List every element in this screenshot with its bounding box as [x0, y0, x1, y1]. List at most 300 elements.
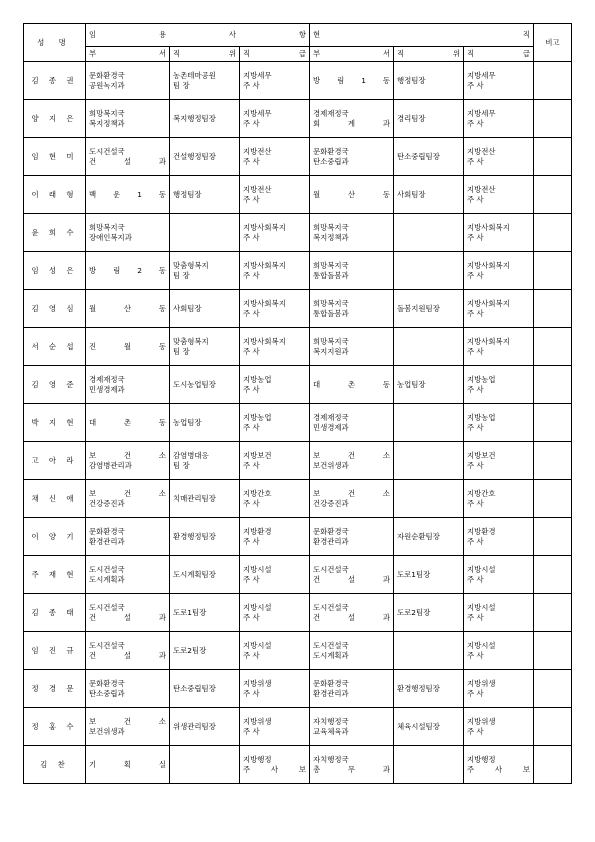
cur-dept-cell — [310, 632, 394, 670]
new-dept-cell-line: 문화환경국 — [89, 527, 125, 537]
cur-dept-cell — [310, 252, 394, 290]
new-rank-cell-line: 주 사 — [243, 118, 260, 128]
new-rank-cell-line: 주 사 — [243, 156, 260, 166]
cur-dept-cell-line: 회 계 과 — [313, 118, 390, 128]
cur-dept-cell — [310, 328, 394, 366]
new-rank-cell-line: 주 사 — [243, 232, 260, 242]
cur-position-cell — [394, 290, 464, 328]
cur-rank-cell-line: 주 사 — [467, 384, 484, 394]
note-cell — [534, 252, 572, 290]
new-dept-cell — [86, 138, 170, 176]
cur-rank-cell-line: 지방사회복지 — [467, 299, 510, 309]
cur-rank-cell — [464, 708, 534, 746]
cur-position-cell-line: 도로1팀장 — [397, 569, 431, 579]
new-position-cell-line: 도로2팀장 — [173, 645, 207, 655]
new-position-cell — [170, 328, 240, 366]
new-dept-cell-line: 탄소중립과 — [89, 688, 125, 698]
new-rank-cell-line: 주 사 — [243, 194, 260, 204]
new-position-cell — [170, 176, 240, 214]
cur-dept-cell-line: 도시건설국 — [313, 603, 349, 613]
new-rank-cell — [240, 746, 310, 784]
new-rank-cell — [240, 176, 310, 214]
cur-dept-cell — [310, 138, 394, 176]
cur-rank-cell-line: 지방전산 — [467, 147, 496, 157]
new-dept-cell-line: 진 월 동 — [89, 341, 166, 351]
header-new-dept: 부 서 — [86, 47, 170, 62]
table-row — [24, 366, 572, 404]
new-dept-cell-line: 도시건설국 — [89, 565, 125, 575]
person-name: 주 재 현 — [24, 556, 86, 594]
cur-rank-cell-line: 지방보건 — [467, 451, 496, 461]
cur-position-cell — [394, 62, 464, 100]
cur-position-cell-line: 행정팀장 — [397, 75, 426, 85]
new-dept-cell-line: 보건위생과 — [89, 726, 125, 736]
new-rank-cell-line: 지방사회복지 — [243, 261, 286, 271]
cur-rank-cell — [464, 328, 534, 366]
new-position-cell-line: 탄소중립팀장 — [173, 683, 216, 693]
cur-position-cell-line: 환경행정팀장 — [397, 683, 440, 693]
cur-rank-cell — [464, 62, 534, 100]
cur-rank-cell-line: 지방농업 — [467, 413, 496, 423]
new-rank-cell-line: 주 사 — [243, 650, 260, 660]
header-cur-dept: 부 서 — [310, 47, 394, 62]
cur-dept-cell-line: 복지지원과 — [313, 346, 349, 356]
cur-rank-cell-line: 주 사 — [467, 726, 484, 736]
new-dept-cell — [86, 290, 170, 328]
new-rank-cell — [240, 138, 310, 176]
new-dept-cell-line: 도시건설국 — [89, 147, 125, 157]
cur-dept-cell-line: 건 설 과 — [313, 574, 390, 584]
cur-position-cell — [394, 404, 464, 442]
new-dept-cell — [86, 62, 170, 100]
new-dept-cell — [86, 100, 170, 138]
table-row — [24, 708, 572, 746]
cur-rank-cell-line: 주 사 — [467, 612, 484, 622]
cur-position-cell-line: 체육시설팀장 — [397, 721, 440, 731]
cur-dept-cell-line: 교육체육과 — [313, 726, 349, 736]
table-row — [24, 670, 572, 708]
new-rank-cell — [240, 100, 310, 138]
cur-dept-cell-line: 희망복지국 — [313, 261, 349, 271]
new-position-cell — [170, 518, 240, 556]
new-position-cell — [170, 290, 240, 328]
cur-dept-cell-line: 총 무 과 — [313, 764, 390, 774]
new-position-cell-line: 팀 장 — [173, 80, 190, 90]
cur-rank-cell-line: 지방행정 — [467, 755, 496, 765]
person-name: 김 영 준 — [24, 366, 86, 404]
new-position-cell — [170, 632, 240, 670]
cur-rank-cell-line: 주 사 — [467, 194, 484, 204]
header-current: 현 직 — [310, 24, 534, 47]
new-dept-cell-line: 환경관리과 — [89, 536, 125, 546]
cur-rank-cell — [464, 442, 534, 480]
cur-rank-cell-line: 주 사 — [467, 498, 484, 508]
new-dept-cell-line: 보 건 소 — [89, 489, 166, 499]
cur-dept-cell-line: 민생경제과 — [313, 422, 349, 432]
new-dept-cell — [86, 328, 170, 366]
new-position-cell — [170, 708, 240, 746]
cur-rank-cell-line: 주 사 — [467, 422, 484, 432]
new-dept-cell — [86, 176, 170, 214]
cur-rank-cell-line: 주 사 — [467, 118, 484, 128]
new-position-cell-line: 농업팀장 — [173, 417, 202, 427]
cur-dept-cell — [310, 708, 394, 746]
note-cell — [534, 632, 572, 670]
new-position-cell — [170, 214, 240, 252]
cur-position-cell-line: 돌봄지원팀장 — [397, 303, 440, 313]
new-position-cell-line: 도시계획팀장 — [173, 569, 216, 579]
cur-position-cell-line: 도로2팀장 — [397, 607, 431, 617]
new-rank-cell — [240, 214, 310, 252]
new-dept-cell — [86, 594, 170, 632]
person-name: 채 신 애 — [24, 480, 86, 518]
new-dept-cell — [86, 442, 170, 480]
table-row — [24, 290, 572, 328]
new-rank-cell — [240, 404, 310, 442]
cur-dept-cell-line: 환경관리과 — [313, 688, 349, 698]
cur-position-cell-line: 자원순환팀장 — [397, 531, 440, 541]
note-cell — [534, 404, 572, 442]
cur-position-cell — [394, 214, 464, 252]
new-rank-cell-line: 지방사회복지 — [243, 223, 286, 233]
new-position-cell-line: 감염병대응 — [173, 451, 209, 461]
new-rank-cell-line: 지방시설 — [243, 641, 272, 651]
cur-rank-cell-line: 주 사 — [467, 536, 484, 546]
new-position-cell-line: 행정팀장 — [173, 189, 202, 199]
new-rank-cell-line: 지방간호 — [243, 489, 272, 499]
cur-dept-cell-line: 도시계획과 — [313, 650, 349, 660]
note-cell — [534, 62, 572, 100]
new-rank-cell-line: 지방사회복지 — [243, 337, 286, 347]
note-cell — [534, 290, 572, 328]
new-dept-cell-line: 건 설 과 — [89, 612, 166, 622]
new-position-cell-line: 건설행정팀장 — [173, 151, 216, 161]
new-rank-cell — [240, 708, 310, 746]
note-cell — [534, 138, 572, 176]
new-rank-cell-line: 지방사회복지 — [243, 299, 286, 309]
table-row — [24, 138, 572, 176]
cur-position-cell — [394, 632, 464, 670]
new-rank-cell-line: 주 사 — [243, 80, 260, 90]
table-row — [24, 404, 572, 442]
cur-position-cell — [394, 366, 464, 404]
new-position-cell-line: 팀 장 — [173, 270, 190, 280]
new-dept-cell — [86, 366, 170, 404]
new-dept-cell — [86, 746, 170, 784]
new-dept-cell — [86, 252, 170, 290]
cur-dept-cell — [310, 290, 394, 328]
new-dept-cell-line: 방 림 2 동 — [89, 265, 166, 275]
new-rank-cell-line: 주 사 — [243, 726, 260, 736]
note-cell — [534, 100, 572, 138]
person-name: 윤 희 수 — [24, 214, 86, 252]
cur-rank-cell-line: 지방농업 — [467, 375, 496, 385]
cur-rank-cell — [464, 404, 534, 442]
new-position-cell-line: 도시농업팀장 — [173, 379, 216, 389]
cur-dept-cell-line: 탄소중립과 — [313, 156, 349, 166]
cur-position-cell — [394, 252, 464, 290]
person-name: 이 래 형 — [24, 176, 86, 214]
new-rank-cell-line: 지방시설 — [243, 565, 272, 575]
new-position-cell-line: 도로1팀장 — [173, 607, 207, 617]
table-header — [24, 24, 572, 62]
new-dept-cell — [86, 518, 170, 556]
table-row — [24, 252, 572, 290]
cur-dept-cell-line: 보 건 소 — [313, 451, 390, 461]
cur-dept-cell-line: 자치행정국 — [313, 755, 349, 765]
new-dept-cell-line: 도시계획과 — [89, 574, 125, 584]
new-position-cell — [170, 138, 240, 176]
new-rank-cell — [240, 556, 310, 594]
cur-dept-cell-line: 복지정책과 — [313, 232, 349, 242]
cur-rank-cell-line: 지방전산 — [467, 185, 496, 195]
new-rank-cell-line: 지방세무 — [243, 109, 272, 119]
cur-dept-cell-line: 보건위생과 — [313, 460, 349, 470]
cur-dept-cell-line: 희망복지국 — [313, 299, 349, 309]
new-position-cell — [170, 556, 240, 594]
note-cell — [534, 214, 572, 252]
cur-rank-cell — [464, 252, 534, 290]
cur-position-cell — [394, 594, 464, 632]
new-dept-cell — [86, 708, 170, 746]
cur-dept-cell-line: 도시건설국 — [313, 641, 349, 651]
cur-position-cell — [394, 100, 464, 138]
new-rank-cell — [240, 290, 310, 328]
new-dept-cell-line: 대 촌 동 — [89, 417, 166, 427]
cur-dept-cell-line: 건 설 과 — [313, 612, 390, 622]
new-rank-cell-line: 주 사 — [243, 384, 260, 394]
cur-position-cell — [394, 480, 464, 518]
cur-rank-cell — [464, 176, 534, 214]
new-position-cell — [170, 252, 240, 290]
new-dept-cell-line: 도시건설국 — [89, 603, 125, 613]
header-name: 성 명 — [24, 24, 86, 62]
new-dept-cell — [86, 632, 170, 670]
new-rank-cell — [240, 632, 310, 670]
cur-rank-cell-line: 지방사회복지 — [467, 223, 510, 233]
new-rank-cell-line: 지방위생 — [243, 679, 272, 689]
new-rank-cell-line: 주 사 — [243, 422, 260, 432]
new-rank-cell — [240, 328, 310, 366]
cur-position-cell — [394, 176, 464, 214]
new-dept-cell-line: 월 산 동 — [89, 303, 166, 313]
cur-rank-cell-line: 지방시설 — [467, 603, 496, 613]
cur-dept-cell — [310, 670, 394, 708]
new-rank-cell — [240, 670, 310, 708]
header-new-rank: 직 급 — [240, 47, 310, 62]
cur-rank-cell-line: 지방시설 — [467, 641, 496, 651]
new-dept-cell-line: 건강증진과 — [89, 498, 125, 508]
new-position-cell — [170, 480, 240, 518]
person-name: 고 아 라 — [24, 442, 86, 480]
cur-rank-cell-line: 지방사회복지 — [467, 337, 510, 347]
header-cur-rank: 직 급 — [464, 47, 534, 62]
cur-dept-cell — [310, 100, 394, 138]
note-cell — [534, 480, 572, 518]
cur-dept-cell-line: 건강증진과 — [313, 498, 349, 508]
note-cell — [534, 746, 572, 784]
cur-position-cell — [394, 518, 464, 556]
new-position-cell — [170, 100, 240, 138]
new-rank-cell — [240, 442, 310, 480]
new-position-cell-line: 위생관리팀장 — [173, 721, 216, 731]
cur-rank-cell-line: 지방위생 — [467, 717, 496, 727]
person-name: 정 홍 수 — [24, 708, 86, 746]
cur-dept-cell — [310, 366, 394, 404]
new-rank-cell-line: 주 사 보 — [243, 764, 306, 774]
new-dept-cell-line: 공원녹지과 — [89, 80, 125, 90]
note-cell — [534, 176, 572, 214]
person-name: 김 찬 — [24, 746, 86, 784]
new-dept-cell-line: 보 건 소 — [89, 717, 166, 727]
person-name: 김 영 심 — [24, 290, 86, 328]
new-rank-cell-line: 지방세무 — [243, 71, 272, 81]
new-dept-cell-line: 건 설 과 — [89, 156, 166, 166]
cur-position-cell — [394, 670, 464, 708]
new-position-cell — [170, 62, 240, 100]
cur-dept-cell — [310, 62, 394, 100]
cur-position-cell — [394, 328, 464, 366]
new-position-cell-line: 환경행정팀장 — [173, 531, 216, 541]
new-dept-cell-line: 민생경제과 — [89, 384, 125, 394]
new-rank-cell — [240, 594, 310, 632]
note-cell — [534, 594, 572, 632]
new-position-cell-line: 팀 장 — [173, 460, 190, 470]
new-dept-cell-line: 백 운 1 동 — [89, 189, 166, 199]
cur-position-cell — [394, 708, 464, 746]
cur-position-cell-line: 탄소중립팀장 — [397, 151, 440, 161]
new-position-cell-line: 농촌테마공원 — [173, 71, 216, 81]
cur-rank-cell — [464, 100, 534, 138]
new-rank-cell — [240, 480, 310, 518]
note-cell — [534, 366, 572, 404]
cur-dept-cell — [310, 442, 394, 480]
table-row — [24, 214, 572, 252]
cur-rank-cell-line: 지방시설 — [467, 565, 496, 575]
cur-dept-cell-line: 경제재정국 — [313, 109, 349, 119]
new-rank-cell-line: 주 사 — [243, 574, 260, 584]
new-position-cell-line: 팀 장 — [173, 346, 190, 356]
cur-rank-cell — [464, 366, 534, 404]
cur-position-cell-line: 경리팀장 — [397, 113, 426, 123]
person-name: 임 진 규 — [24, 632, 86, 670]
table-row — [24, 442, 572, 480]
new-rank-cell-line: 지방농업 — [243, 375, 272, 385]
person-name: 김 종 태 — [24, 594, 86, 632]
cur-dept-cell-line: 보 건 소 — [313, 489, 390, 499]
table-row — [24, 328, 572, 366]
cur-dept-cell — [310, 404, 394, 442]
cur-dept-cell-line: 방 림 1 동 — [313, 75, 390, 85]
cur-dept-cell-line: 문화환경국 — [313, 527, 349, 537]
table-row — [24, 632, 572, 670]
cur-rank-cell — [464, 290, 534, 328]
table-row — [24, 100, 572, 138]
cur-dept-cell-line: 자치행정국 — [313, 717, 349, 727]
new-rank-cell-line: 지방시설 — [243, 603, 272, 613]
new-position-cell — [170, 366, 240, 404]
cur-rank-cell-line: 주 사 — [467, 232, 484, 242]
new-rank-cell-line: 주 사 — [243, 612, 260, 622]
personnel-roster-table — [23, 23, 572, 784]
cur-rank-cell — [464, 518, 534, 556]
cur-dept-cell — [310, 518, 394, 556]
cur-rank-cell-line: 주 사 — [467, 346, 484, 356]
cur-dept-cell-line: 경제재정국 — [313, 413, 349, 423]
cur-dept-cell — [310, 556, 394, 594]
new-position-cell-line: 맞춤형복지 — [173, 337, 209, 347]
cur-rank-cell-line: 주 사 보 — [467, 764, 531, 774]
header-note: 비고 — [534, 24, 572, 62]
new-position-cell — [170, 404, 240, 442]
cur-rank-cell — [464, 138, 534, 176]
cur-rank-cell-line: 주 사 — [467, 574, 484, 584]
person-name: 서 순 섭 — [24, 328, 86, 366]
new-rank-cell-line: 주 사 — [243, 308, 260, 318]
header-appointment: 임 용 사 항 — [86, 24, 310, 47]
new-rank-cell-line: 주 사 — [243, 270, 260, 280]
cur-rank-cell — [464, 670, 534, 708]
cur-position-cell — [394, 556, 464, 594]
new-rank-cell-line: 지방행정 — [243, 755, 272, 765]
cur-rank-cell-line: 주 사 — [467, 270, 484, 280]
cur-dept-cell-line: 희망복지국 — [313, 337, 349, 347]
new-dept-cell — [86, 214, 170, 252]
person-name: 이 양 기 — [24, 518, 86, 556]
table-row — [24, 556, 572, 594]
new-rank-cell-line: 지방위생 — [243, 717, 272, 727]
new-rank-cell-line: 주 사 — [243, 536, 260, 546]
cur-dept-cell-line: 월 산 동 — [313, 189, 390, 199]
new-rank-cell-line: 지방전산 — [243, 185, 272, 195]
new-dept-cell-line: 복지정책과 — [89, 118, 125, 128]
cur-rank-cell — [464, 556, 534, 594]
new-dept-cell-line: 문화환경국 — [89, 679, 125, 689]
cur-rank-cell-line: 지방세무 — [467, 109, 496, 119]
new-dept-cell — [86, 556, 170, 594]
cur-rank-cell-line: 지방세무 — [467, 71, 496, 81]
new-dept-cell-line: 보 건 소 — [89, 451, 166, 461]
cur-dept-cell-line: 문화환경국 — [313, 679, 349, 689]
note-cell — [534, 708, 572, 746]
new-dept-cell-line: 희망복지국 — [89, 109, 125, 119]
cur-rank-cell — [464, 214, 534, 252]
cur-dept-cell-line: 통합돌봄과 — [313, 308, 349, 318]
new-rank-cell-line: 지방농업 — [243, 413, 272, 423]
table-body — [24, 62, 572, 784]
person-name: 임 현 미 — [24, 138, 86, 176]
new-rank-cell-line: 주 사 — [243, 346, 260, 356]
cur-position-cell — [394, 138, 464, 176]
table-row — [24, 518, 572, 556]
cur-dept-cell-line: 통합돌봄과 — [313, 270, 349, 280]
new-position-cell-line: 복지행정팀장 — [173, 113, 216, 123]
new-dept-cell-line: 장애인복지과 — [89, 232, 132, 242]
new-position-cell — [170, 594, 240, 632]
table-row — [24, 746, 572, 784]
person-name: 박 지 현 — [24, 404, 86, 442]
cur-rank-cell-line: 지방환경 — [467, 527, 496, 537]
cur-position-cell — [394, 746, 464, 784]
new-rank-cell-line: 주 사 — [243, 688, 260, 698]
cur-rank-cell-line: 지방간호 — [467, 489, 496, 499]
new-rank-cell — [240, 252, 310, 290]
person-name: 임 성 은 — [24, 252, 86, 290]
cur-rank-cell — [464, 594, 534, 632]
cur-dept-cell-line: 환경관리과 — [313, 536, 349, 546]
cur-rank-cell — [464, 632, 534, 670]
new-dept-cell-line: 경제재정국 — [89, 375, 125, 385]
